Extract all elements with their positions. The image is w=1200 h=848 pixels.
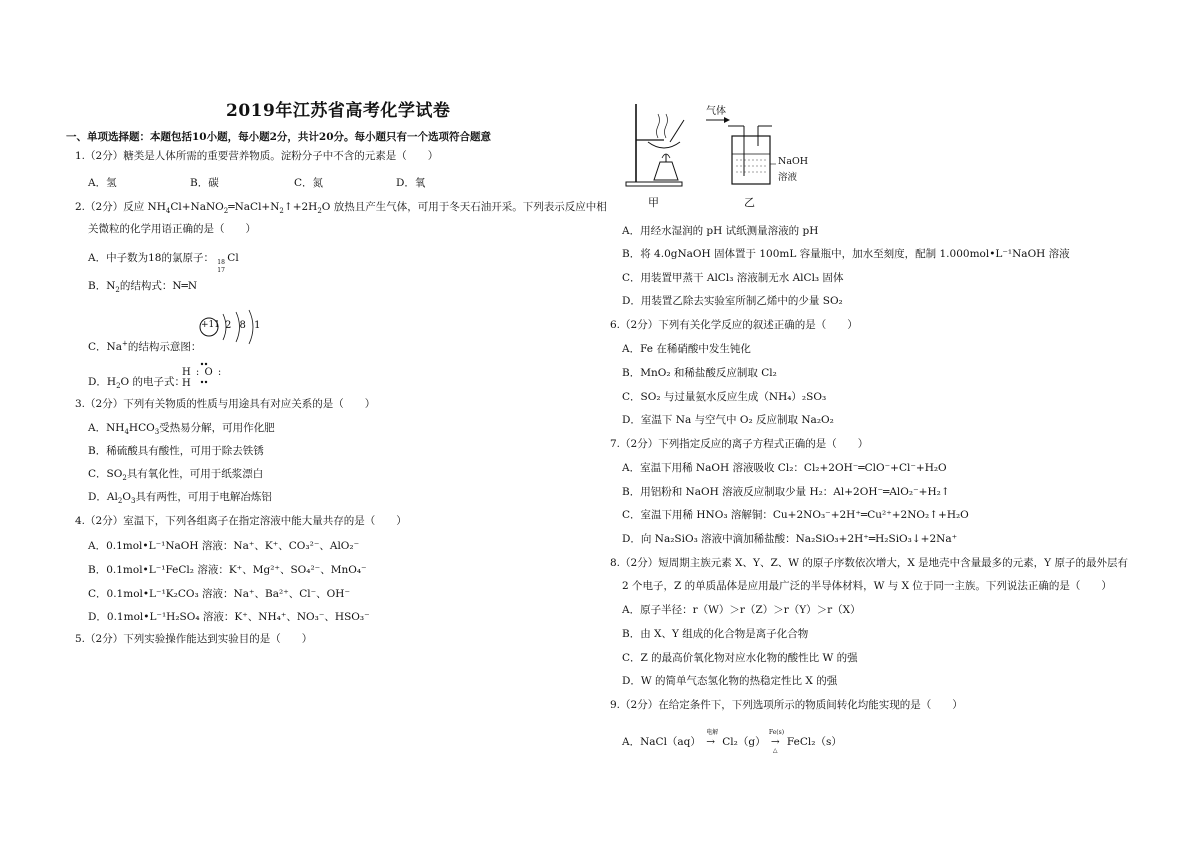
q4-stem: 4.（2分）室温下，下列各组离子在指定溶液中能大量共存的是（ ） [75,515,407,527]
q6-option-b: B．MnO₂ 和稀盐酸反应制取 Cl₂ [622,367,777,379]
q4-option-a: A．0.1mol•L⁻¹NaOH 溶液：Na⁺、K⁺、CO₃²⁻、AlO₂⁻ [88,540,360,552]
q8-option-b: B．由 X、Y 组成的化合物是离子化合物 [622,628,809,640]
q5-stem: 5.（2分）下列实验操作能达到实验目的是（ ） [75,633,313,645]
q7-option-a: A．室温下用稀 NaOH 溶液吸收 Cl₂：Cl₂+2OH⁻═ClO⁻+Cl⁻+H₂O [622,462,947,474]
q2-option-a: A．中子数为18的氯原子： 18 17 Cl [88,252,239,274]
q8-stem-continued: 2 个电子，Z 的单质晶体是应用最广泛的半导体材料，W 与 X 位于同一主族。下列说法正确的是（ ） [622,580,1112,592]
q8-option-d: D．W 的简单气态氢化物的热稳定性比 X 的强 [622,675,838,687]
q2-option-d: D．$H_2O$ 的电子式： [88,376,185,391]
q7-stem: 7.（2分）下列指定反应的离子方程式正确的是（ ） [610,438,869,450]
naoh-label: NaOH [778,156,809,167]
q3-option-b: B．稀硫酸具有酸性，可用于除去铁锈 [88,445,264,457]
q5-option-a: A．用经水湿润的 pH 试纸测量溶液的 pH [622,225,819,237]
apparatus-yi-label: 乙 [744,196,755,209]
q5-option-b: B．将 4.0gNaOH 固体置于 100mL 容量瓶中，加水至刻度，配制 1.000mol•L⁻¹NaOH 溶液 [622,248,1070,260]
q7-option-b: B．用铝粉和 NaOH 溶液反应制取少量 H₂：Al+2OH⁻═AlO₂⁻+H₂↑ [622,486,950,498]
shell-electrons: 2 8 1 [225,320,261,331]
na-ion-structure-diagram [198,306,268,346]
q5-option-c: C．用装置甲蒸干 AlCl₃ 溶液制无水 AlCl₃ 固体 [622,272,844,284]
q3-stem: 3.（2分）下列有关物质的性质与用途具有对应关系的是（ ） [75,398,376,410]
q1-option-a: A．氢 [88,177,117,189]
q6-option-a: A．Fe 在稀硝酸中发生钝化 [622,343,751,355]
q3-option-a: A．$NH_4HCO_3$受热易分解，可用作化肥 [88,422,275,437]
q6-option-c: C．SO₂ 与过量氨水反应生成（NH₄）₂SO₃ [622,391,827,403]
q1-option-b: B．碳 [190,177,219,189]
section-heading: 一、单项选择题：本题包括10小题，每小题2分，共计20分。每小题只有一个选项符合题意 [66,131,492,143]
q3-option-d: D．$Al_2O_3$具有两性，可用于电解冶炼铝 [88,491,272,506]
apparatus-jia-label: 甲 [648,196,659,209]
q5-apparatus-figure [620,98,820,210]
q1-option-d: D．氧 [396,177,426,189]
q8-option-a: A．原子半径：r（W）＞r（Z）＞r（Y）＞r（X） [622,604,861,616]
q6-option-d: D．室温下 Na 与空气中 O₂ 反应制取 Na₂O₂ [622,414,834,426]
q1-stem: 1.（2分）糖类是人体所需的重要营养物质。淀粉分子中不含的元素是（ ） [75,150,439,162]
q2-stem: 2.（2分）反应 $NH_4Cl+NaNO_2═NaCl+N_2↑+2H_2O$ 放热且产生气体，可用于冬天石油开采。下列表示反应中相 [75,201,607,216]
q2-stem-continued: 关微粒的化学用语正确的是（ ） [88,223,256,235]
q1-option-c: C．氮 [294,177,324,189]
reaction-arrow-1: 电解 → [706,729,719,748]
q5-option-d: D．用装置乙除去实验室所制乙烯中的少量 SO₂ [622,295,843,307]
q4-option-c: C．0.1mol•L⁻¹K₂CO₃ 溶液：Na⁺、Ba²⁺、Cl⁻、OH⁻ [88,588,350,600]
q4-option-b: B．0.1mol•L⁻¹FeCl₂ 溶液：K⁺、Mg²⁺、SO₄²⁻、MnO₄⁻ [88,564,367,576]
q6-stem: 6.（2分）下列有关化学反应的叙述正确的是（ ） [610,319,858,331]
q8-stem: 8.（2分）短周期主族元素 X、Y、Z、W 的原子序数依次增大，X 是地壳中含量最多的元素，Y 原子的最外层有 [610,557,1128,569]
q7-option-c: C．室温下用稀 HNO₃ 溶解铜：Cu+2NO₃⁻+2H⁺═Cu²⁺+2NO₂↑+H₂O [622,509,969,521]
q3-option-c: C．$SO_2$具有氧化性，可用于纸浆漂白 [88,468,264,483]
nucleus-label: +11 [201,320,220,330]
q9-option-a: A．NaCl（aq） 电解 → Cl₂（g） Fe(s) → △ FeCl₂（s） [622,729,842,754]
q2-option-c: C．Na+的结构示意图： [88,339,202,353]
q9-stem: 9.（2分）在给定条件下，下列选项所示的物质间转化均能实现的是（ ） [610,699,963,711]
q2-option-b: B．$N_2$的结构式：N═N [88,280,198,295]
page-title: 2019年江苏省高考化学试卷 [226,101,451,121]
q8-option-c: C．Z 的最高价氧化物对应水化物的酸性比 W 的强 [622,652,858,664]
q4-option-d: D．0.1mol•L⁻¹H₂SO₄ 溶液：K⁺、NH₄⁺、NO₃⁻、HSO₃⁻ [88,611,370,623]
gas-label: 气体 [706,106,726,117]
h2o-electron-formula: H : O : H [180,362,228,384]
solution-label: 溶液 [778,172,798,183]
reaction-arrow-2: Fe(s) → △ [768,729,785,754]
q7-option-d: D．向 Na₂SiO₃ 溶液中滴加稀盐酸：Na₂SiO₃+2H⁺═H₂SiO₃↓+2Na⁺ [622,533,958,545]
